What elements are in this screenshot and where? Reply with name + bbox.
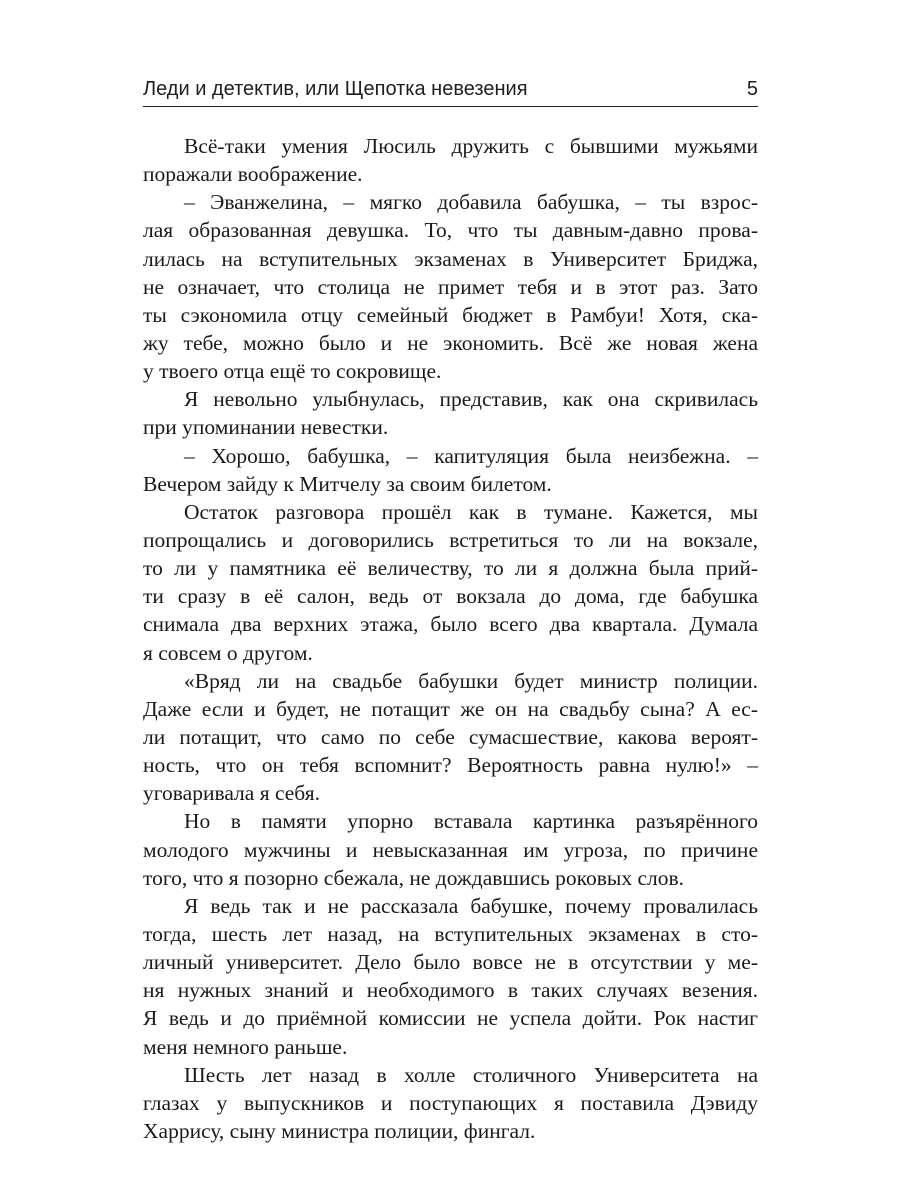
text-line: не означает, что столица не примет тебя и в этот раз. Зато	[143, 274, 758, 299]
text-line: ня нужных знаний и необходимого в таких случаях везения.	[143, 978, 758, 1003]
paragraph	[143, 667, 758, 808]
text-line: Харрису, сыну министра полиции, фингал.	[143, 1118, 536, 1143]
text-line: при упоминании невестки.	[143, 415, 389, 440]
paragraph	[143, 498, 758, 667]
text-line: глазах у выпускников и поступающих я поставила Дэвиду	[143, 1090, 758, 1115]
text-line: – Эванжелина, – мягко добавила бабушка, – ты взрос-	[184, 190, 758, 215]
text-line: Шесть лет назад в холле столичного Университета на	[184, 1062, 758, 1087]
text-line: у твоего отца ещё то сокровище.	[143, 359, 442, 384]
paragraph	[143, 132, 758, 188]
text-line: Но в памяти упорно вставала картинка разъярённого	[184, 809, 758, 834]
text-line: лая образованная девушка. То, что ты давным-давно прова-	[143, 218, 758, 243]
body-text	[143, 132, 758, 1145]
text-line: того, что я позорно сбежала, не дождавшись роковых слов.	[143, 865, 685, 890]
text-line: Остаток разговора прошёл как в тумане. Кажется, мы	[184, 499, 758, 524]
paragraph	[143, 1061, 758, 1145]
text-line: уговаривала я себя.	[143, 781, 320, 806]
text-line: лилась на вступительных экзаменах в Университет Бриджа,	[143, 246, 758, 271]
text-line: Даже если и будет, не потащит же он на свадьбу сына? А ес-	[143, 696, 758, 721]
text-line: то ли у памятника её величеству, то ли я должна была прий-	[143, 556, 758, 581]
text-line: меня немного раньше.	[143, 1034, 348, 1059]
text-line: Вечером зайду к Митчелу за своим билетом.	[143, 471, 552, 496]
text-line: жу тебе, можно было и не экономить. Всё же новая жена	[143, 330, 758, 355]
book-title: Леди и детектив, или Щепотка невезения	[143, 78, 528, 100]
paragraph	[143, 807, 758, 891]
text-line: ли потащит, что само по себе сумасшествие, какова вероят-	[143, 724, 758, 749]
text-line: ти сразу в её салон, ведь от вокзала до дома, где бабушка	[143, 584, 758, 609]
text-line: снимала два верхних этажа, было всего два квартала. Думала	[143, 612, 758, 637]
text-line: ность, что он тебя вспомнит? Вероятность равна нулю!» –	[143, 753, 758, 778]
text-line: – Хорошо, бабушка, – капитуляция была неизбежна. –	[184, 443, 758, 468]
text-line: «Вряд ли на свадьбе бабушки будет министр полиции.	[184, 668, 758, 693]
text-line: Всё-таки умения Люсиль дружить с бывшими мужьями	[184, 134, 758, 158]
text-line: попрощались и договорились встретиться то ли на вокзале,	[143, 527, 758, 552]
text-line: Я невольно улыбнулась, представив, как она скривилась	[184, 387, 758, 412]
text-line: поражали воображение.	[143, 162, 363, 187]
text-line: ты сэкономила отцу семейный бюджет в Рамбуи! Хотя, ска-	[143, 302, 758, 327]
text-line: Я ведь и до приёмной комиссии не успела дойти. Рок настиг	[143, 1006, 758, 1031]
page-number: 5	[746, 78, 758, 100]
text-line: тогда, шесть лет назад, на вступительных экзаменах в сто-	[143, 921, 758, 946]
paragraph	[143, 188, 758, 385]
text-line: молодого мужчины и невысказанная им угроза, по причине	[143, 837, 758, 862]
book-page	[143, 0, 758, 1200]
running-header	[143, 72, 758, 107]
paragraph	[143, 892, 758, 1061]
text-line: Я ведь так и не рассказала бабушке, почему провалилась	[184, 893, 758, 918]
paragraph	[143, 442, 758, 498]
text-line: личный университет. Дело было вовсе не в отсутствии у ме-	[143, 950, 758, 975]
text-line: я совсем о другом.	[143, 640, 313, 665]
paragraph	[143, 385, 758, 441]
